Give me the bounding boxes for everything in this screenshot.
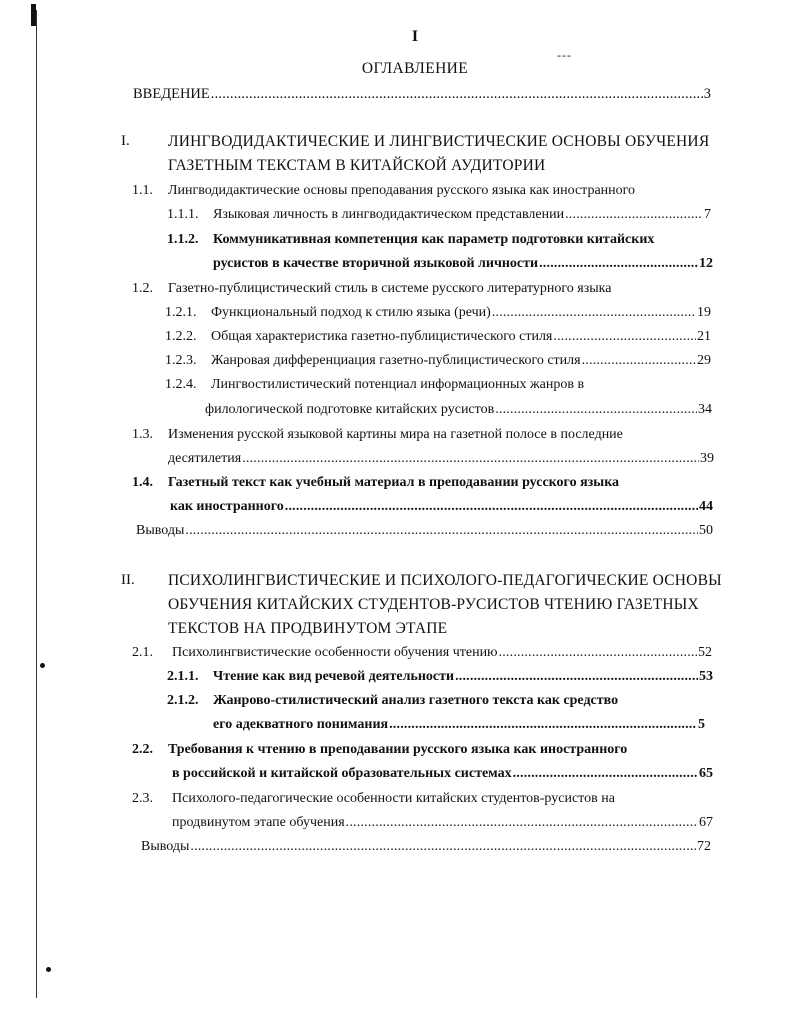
section-number: 1.2.3. bbox=[165, 353, 197, 368]
section-number: 2.1. bbox=[132, 645, 153, 660]
chapter-title[interactable]: ГАЗЕТНЫМ ТЕКСТАМ В КИТАЙСКОЙ АУДИТОРИИ bbox=[168, 157, 546, 174]
toc-page-number: 44 bbox=[699, 499, 713, 514]
dot-leader bbox=[285, 499, 698, 515]
dot-leader bbox=[565, 207, 703, 223]
section-number: 2.1.1. bbox=[167, 669, 199, 684]
chapter-title[interactable]: ПСИХОЛИНГВИСТИЧЕСКИЕ И ПСИХОЛОГО-ПЕДАГОГИЧЕСКИЕ ОСНОВЫ bbox=[168, 572, 722, 589]
toc-page-number: 12 bbox=[699, 256, 713, 271]
toc-entry-label: Психолингвистические особенности обучения чтению bbox=[172, 645, 498, 660]
toc-entry-2-1-1[interactable] bbox=[213, 669, 713, 685]
toc-entry-1-2-4[interactable]: Лингвостилистический потенциал информационных жанров в bbox=[211, 377, 585, 392]
toc-entry-1-4-cont[interactable] bbox=[170, 499, 713, 515]
dot-leader bbox=[455, 669, 698, 685]
toc-entry-1-1-1[interactable] bbox=[213, 207, 711, 223]
toc-entry-label: Общая характеристика газетно-публицистического стиля bbox=[211, 329, 553, 344]
section-number: 1.2.4. bbox=[165, 377, 197, 392]
toc-entry-label: филологической подготовке китайских русистов bbox=[205, 402, 495, 417]
toc-entry-1-3[interactable]: Изменения русской языковой картины мира на газетной полосе в последние bbox=[168, 427, 623, 442]
toc-page-number: 19 bbox=[697, 305, 711, 320]
chapter-title[interactable]: ЛИНГВОДИДАКТИЧЕСКИЕ И ЛИНГВИСТИЧЕСКИЕ ОСНОВЫ ОБУЧЕНИЯ bbox=[168, 133, 710, 150]
toc-page-number: 34 bbox=[698, 402, 712, 417]
section-number: 1.1. bbox=[132, 183, 153, 198]
toc-entry-label: в российской и китайской образовательных системах bbox=[172, 766, 512, 781]
chapter-number: II. bbox=[121, 572, 135, 588]
scan-margin-line bbox=[36, 10, 37, 998]
toc-entry-2-2-cont[interactable] bbox=[172, 766, 713, 782]
dot-leader bbox=[499, 645, 697, 661]
toc-page-number: 7 bbox=[704, 207, 711, 222]
toc-page-number: 5 bbox=[698, 717, 705, 732]
toc-entry-2-1-2-cont[interactable] bbox=[213, 717, 705, 733]
toc-page-number: 72 bbox=[697, 839, 711, 854]
dot-leader bbox=[582, 353, 696, 369]
toc-entry-1-2-4-cont[interactable] bbox=[205, 402, 712, 418]
section-number: 1.1.1. bbox=[167, 207, 199, 222]
toc-entry-1-2[interactable]: Газетно-публицистический стиль в системе русского литературного языка bbox=[168, 281, 612, 296]
dot-leader bbox=[492, 305, 696, 321]
toc-entry-1-3-cont[interactable] bbox=[168, 451, 714, 467]
section-number: 1.2.2. bbox=[165, 329, 197, 344]
toc-entry-label: продвинутом этапе обучения bbox=[172, 815, 345, 830]
dot-leader bbox=[495, 402, 697, 418]
toc-entry-conclusions-1[interactable] bbox=[136, 523, 713, 539]
toc-entry-1-2-2[interactable] bbox=[211, 329, 711, 345]
toc-page-number: 3 bbox=[703, 86, 711, 102]
section-number: 2.3. bbox=[132, 791, 153, 806]
toc-entry-label: Языковая личность в лингводидактическом представлении bbox=[213, 207, 565, 222]
page-title: ОГЛАВЛЕНИЕ bbox=[361, 60, 469, 77]
toc-entry-1-1-2-cont[interactable] bbox=[213, 256, 713, 272]
section-number: 1.4. bbox=[132, 475, 153, 490]
dot-leader bbox=[346, 815, 698, 831]
section-number: 1.1.2. bbox=[167, 232, 199, 247]
dot-leader bbox=[539, 256, 698, 272]
toc-entry-label: Функциональный подход к стилю языка (речи) bbox=[211, 305, 491, 320]
toc-entry-2-1[interactable] bbox=[172, 645, 712, 661]
toc-entry-label: ВВЕДЕНИЕ bbox=[133, 86, 210, 102]
toc-entry-label: Выводы bbox=[141, 839, 190, 854]
section-number: 1.2. bbox=[132, 281, 153, 296]
toc-entry-label: Жанровая дифференциация газетно-публицистического стиля bbox=[211, 353, 581, 368]
toc-entry-2-2[interactable]: Требования к чтению в преподавании русского языка как иностранного bbox=[168, 742, 628, 757]
dot-leader bbox=[553, 329, 696, 345]
toc-entry-1-1[interactable]: Лингводидактические основы преподавания русского языка как иностранного bbox=[168, 183, 636, 198]
scan-speck bbox=[46, 967, 51, 972]
toc-entry-label: Выводы bbox=[136, 523, 185, 538]
section-number: 1.3. bbox=[132, 427, 153, 442]
dot-leader bbox=[242, 451, 699, 467]
dot-leader bbox=[190, 839, 696, 855]
toc-entry-label: как иностранного bbox=[170, 499, 284, 514]
toc-page-number: 53 bbox=[699, 669, 713, 684]
toc-entry-conclusions-2[interactable] bbox=[141, 839, 711, 855]
toc-page-number: 39 bbox=[700, 451, 714, 466]
toc-entry-1-1-2[interactable]: Коммуникативная компетенция как параметр подготовки китайских bbox=[213, 232, 655, 247]
toc-entry-label: его адекватного понимания bbox=[213, 717, 389, 732]
toc-entry-2-3[interactable]: Психолого-педагогические особенности китайских студентов-русистов на bbox=[172, 791, 615, 806]
toc-page-number: 65 bbox=[699, 766, 713, 781]
corner-mark: --- bbox=[557, 48, 572, 62]
toc-page-number: 50 bbox=[699, 523, 713, 538]
chapter-title[interactable]: ТЕКСТОВ НА ПРОДВИНУТОМ ЭТАПЕ bbox=[168, 620, 448, 637]
toc-page-number: 29 bbox=[697, 353, 711, 368]
dot-leader bbox=[513, 766, 698, 782]
toc-page-number: 21 bbox=[697, 329, 711, 344]
section-number: 1.2.1. bbox=[165, 305, 197, 320]
toc-entry-1-2-3[interactable] bbox=[211, 353, 711, 369]
toc-entry-1-2-1[interactable] bbox=[211, 305, 711, 321]
chapter-title[interactable]: ОБУЧЕНИЯ КИТАЙСКИХ СТУДЕНТОВ-РУСИСТОВ ЧТЕНИЮ ГАЗЕТНЫХ bbox=[168, 596, 699, 613]
dot-leader bbox=[389, 717, 697, 733]
toc-page-number: 52 bbox=[698, 645, 712, 660]
dot-leader bbox=[211, 86, 703, 103]
scan-speck bbox=[40, 663, 45, 668]
toc-entry-label: десятилетия bbox=[168, 451, 242, 466]
chapter-number: I. bbox=[121, 133, 130, 149]
toc-entry-intro[interactable] bbox=[133, 86, 711, 103]
dot-leader bbox=[185, 523, 698, 539]
toc-entry-2-3-cont[interactable] bbox=[172, 815, 713, 831]
section-number: 2.2. bbox=[132, 742, 153, 757]
toc-entry-1-4[interactable]: Газетный текст как учебный материал в преподавании русского языка bbox=[168, 475, 620, 490]
page-number: I bbox=[411, 28, 419, 45]
toc-entry-label: Чтение как вид речевой деятельности bbox=[213, 669, 455, 684]
toc-entry-label: русистов в качестве вторичной языковой личности bbox=[213, 256, 539, 271]
section-number: 2.1.2. bbox=[167, 693, 199, 708]
toc-entry-2-1-2[interactable]: Жанрово-стилистический анализ газетного текста как средство bbox=[213, 693, 619, 708]
toc-page-number: 67 bbox=[699, 815, 713, 830]
